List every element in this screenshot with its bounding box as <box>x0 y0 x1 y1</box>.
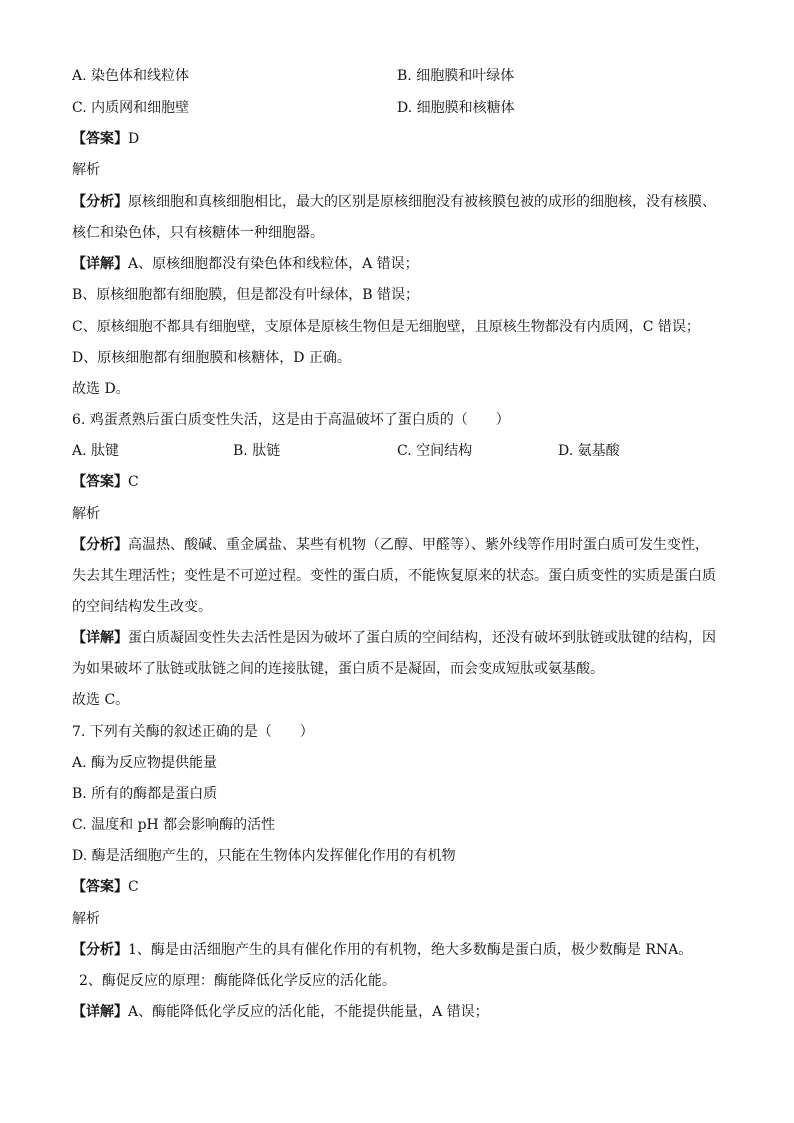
q5-option-a: A. 染色体和线粒体 <box>72 68 190 84</box>
q7-option-a: A. 酶为反应物提供能量 <box>72 755 218 771</box>
q5-analysis-line2: 核仁和染色体，只有核糖体一种细胞器。 <box>72 225 324 241</box>
q6-question: 6. 鸡蛋煮熟后蛋白质变性失活，这是由于高温破坏了蛋白质的（ ） <box>72 412 510 428</box>
q7-analysis-line1 <box>72 941 692 959</box>
q7-detail-line1 <box>72 1003 489 1021</box>
q7-answer-value: C <box>128 879 139 895</box>
q7-analysis-text1: 1、酶是由活细胞产生的具有催化作用的有机物，绝大多数酶是蛋白质，极少数酶是 RNA。 <box>128 942 693 958</box>
q6-analysis-line3: 的空间结构发生改变。 <box>72 599 212 615</box>
q6-option-b: B. 肽链 <box>233 443 281 459</box>
q5-analysis-line1 <box>72 193 716 211</box>
q5-conclusion: 故选 D。 <box>72 381 130 397</box>
q7-detail-tag: 【详解】 <box>72 1004 128 1020</box>
q6-option-d: D. 氨基酸 <box>558 443 620 459</box>
q5-detail-line2: B、原核细胞都有细胞膜，但是都没有叶绿体，B 错误； <box>72 287 420 303</box>
q7-answer-line <box>72 878 139 896</box>
q7-option-c: C. 温度和 pH 都会影响酶的活性 <box>72 817 276 833</box>
q6-option-a: A. 肽键 <box>72 443 120 459</box>
q7-answer-tag: 【答案】 <box>72 879 128 895</box>
q5-jiexi-heading: 解析 <box>72 162 100 178</box>
q6-detail-tag: 【详解】 <box>72 630 128 646</box>
q5-option-d: D. 细胞膜和核糖体 <box>397 100 515 116</box>
q7-option-d: D. 酶是活细胞产生的，只能在生物体内发挥催化作用的有机物 <box>72 848 456 864</box>
q6-detail-line2: 为如果破坏了肽链或肽链之间的连接肽键，蛋白质不是凝固，而会变成短肽或氨基酸。 <box>72 661 604 677</box>
q7-detail-text1: A、酶能降低化学反应的活化能，不能提供能量，A 错误； <box>128 1004 489 1020</box>
q5-analysis-tag: 【分析】 <box>72 194 128 210</box>
q6-conclusion: 故选 C。 <box>72 692 130 708</box>
q5-answer-tag: 【答案】 <box>72 131 128 147</box>
q5-option-b: B. 细胞膜和叶绿体 <box>397 68 515 84</box>
q6-detail-text1: 蛋白质凝固变性失去活性是因为破坏了蛋白质的空间结构，还没有破坏到肽链或肽键的结构，因 <box>128 630 716 646</box>
q6-detail-line1 <box>72 629 716 647</box>
q5-detail-line3: C、原核细胞不都具有细胞壁，支原体是原核生物但是无细胞壁，且原核生物都没有内质网，C 错误； <box>72 319 700 335</box>
q6-jiexi-heading: 解析 <box>72 506 100 522</box>
q6-analysis-tag: 【分析】 <box>72 537 128 553</box>
q6-answer-tag: 【答案】 <box>72 474 128 490</box>
q5-option-c: C. 内质网和细胞壁 <box>72 100 190 116</box>
q6-analysis-line2: 失去其生理活性；变性是不可逆过程。变性的蛋白质，不能恢复原来的状态。蛋白质变性的实质是蛋白质 <box>72 568 716 584</box>
q7-analysis-tag: 【分析】 <box>72 942 128 958</box>
q5-detail-line1 <box>72 255 419 273</box>
q7-analysis-line2: 2、酶促反应的原理：酶能降低化学反应的活化能。 <box>79 973 396 989</box>
q5-answer-line <box>72 130 139 148</box>
q5-analysis-text1: 原核细胞和真核细胞相比，最大的区别是原核细胞没有被核膜包被的成形的细胞核，没有核膜、 <box>128 194 716 210</box>
q6-analysis-line1 <box>72 536 709 554</box>
q7-question: 7. 下列有关酶的叙述正确的是（ ） <box>72 724 314 740</box>
q6-option-c: C. 空间结构 <box>397 443 473 459</box>
q6-answer-value: C <box>128 474 139 490</box>
q5-detail-line4: D、原核细胞都有细胞膜和核糖体，D 正确。 <box>72 350 351 366</box>
q6-analysis-text1: 高温热、酸碱、重金属盐、某些有机物（乙醇、甲醛等）、紫外线等作用时蛋白质可发生变性， <box>128 537 709 553</box>
q7-option-b: B. 所有的酶都是蛋白质 <box>72 786 218 802</box>
q5-answer-value: D <box>128 131 140 147</box>
q7-jiexi-heading: 解析 <box>72 911 100 927</box>
q5-detail-text1: A、原核细胞都没有染色体和线粒体，A 错误； <box>128 256 419 272</box>
q5-detail-tag: 【详解】 <box>72 256 128 272</box>
q6-answer-line <box>72 473 139 491</box>
